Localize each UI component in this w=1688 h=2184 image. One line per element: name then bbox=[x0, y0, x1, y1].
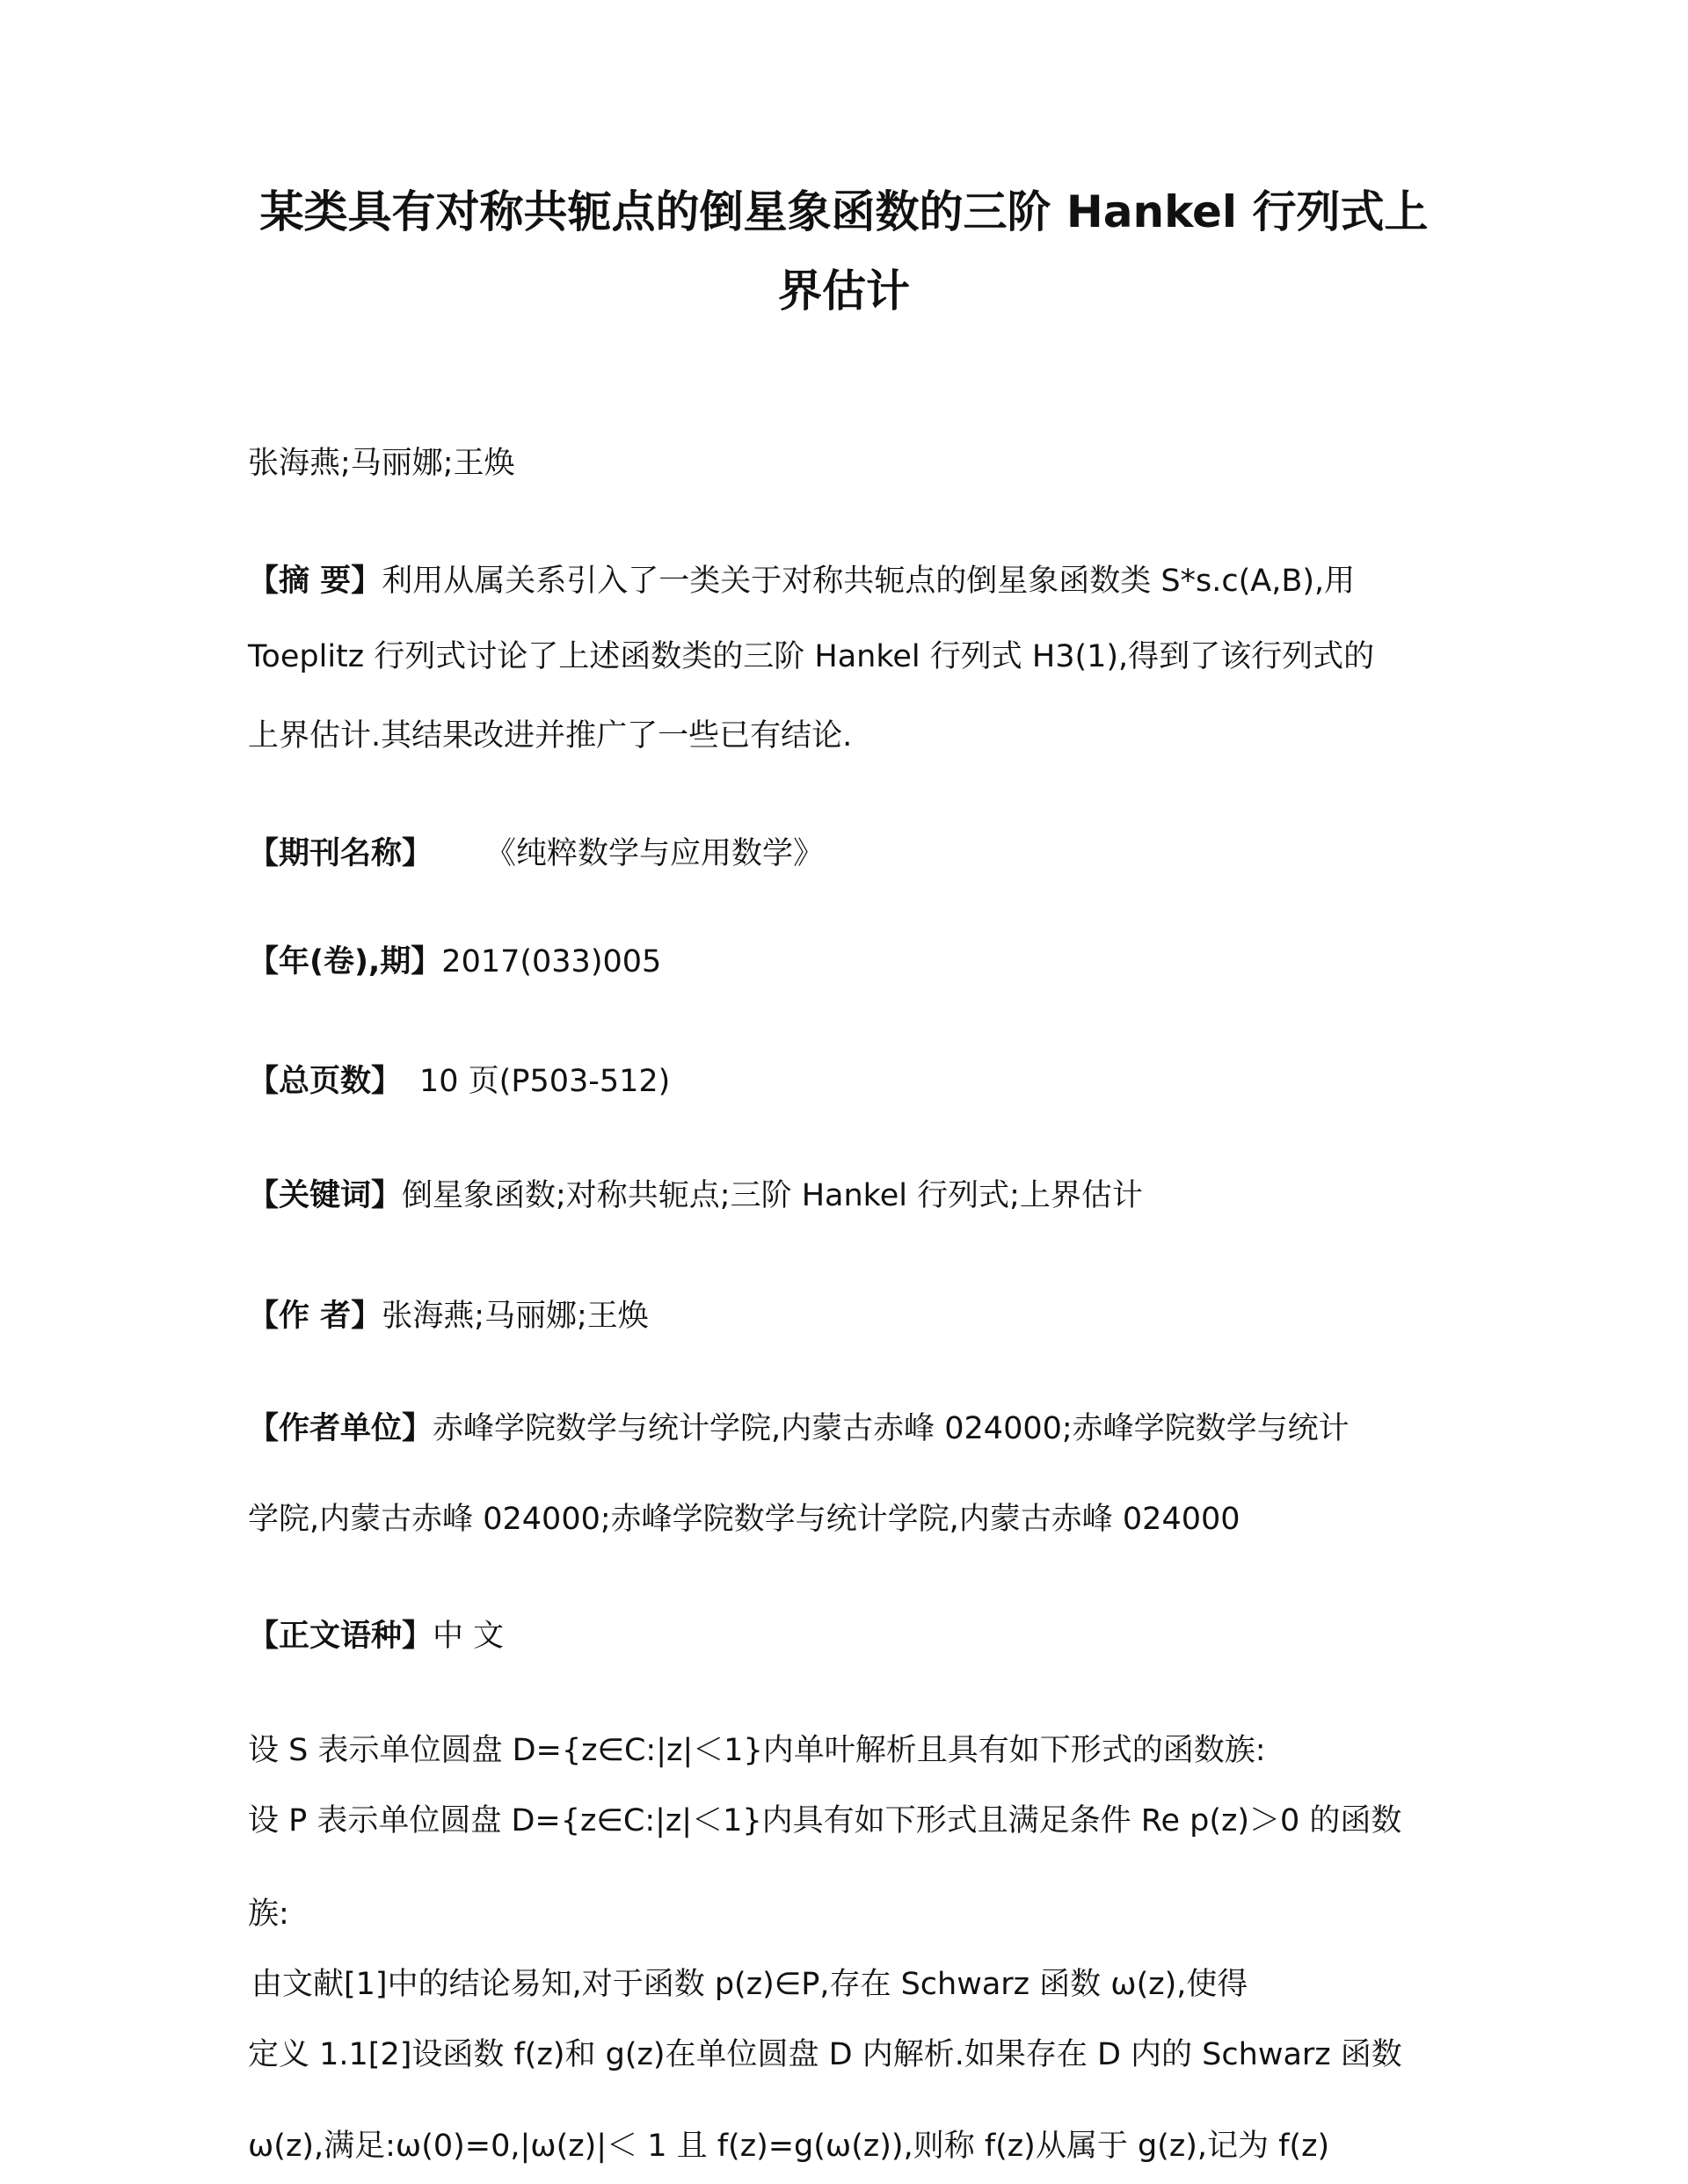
body-line-3: 族: bbox=[248, 1896, 289, 1932]
body-line-2: 设 P 表示单位圆盘 D={z∈C:|z|＜1}内具有如下形式且满足条件 Re p(z)＞0 的函数 bbox=[248, 1803, 1402, 1838]
total-pages-value: 10 页(P503-512) bbox=[419, 1064, 671, 1099]
keywords-value: 倒星象函数;对称共轭点;三阶 Hankel 行列式;上界估计 bbox=[402, 1178, 1143, 1213]
abstract-line-2: Toeplitz 行列式讨论了上述函数类的三阶 Hankel 行列式 H3(1),得到了该行列式的 bbox=[248, 639, 1375, 674]
journal-line bbox=[248, 832, 1479, 876]
keywords-line bbox=[248, 1174, 1479, 1218]
author-line bbox=[248, 1294, 1479, 1338]
total-pages-line bbox=[248, 1059, 1479, 1103]
affiliation-line-1 bbox=[248, 1407, 1479, 1451]
journal-label: 【期刊名称】 bbox=[248, 836, 433, 871]
abstract-text-1: 利用从属关系引入了一类关于对称共轭点的倒星象函数类 S*s.c(A,B),用 bbox=[382, 564, 1356, 599]
year-volume-issue-line bbox=[248, 940, 1479, 984]
body-line-6: ω(z),满足:ω(0)=0,|ω(z)|＜ 1 且 f(z)=g(ω(z)),则称 f(z)从属于 g(z),记为 f(z) bbox=[248, 2129, 1330, 2164]
year-volume-issue-value: 2017(033)005 bbox=[441, 944, 662, 979]
authors-line: 张海燕;马丽娜;王焕 bbox=[248, 446, 515, 481]
body-line-5: 定义 1.1[2]设函数 f(z)和 g(z)在单位圆盘 D 内解析.如果存在 D 内的 Schwarz 函数 bbox=[248, 2037, 1402, 2072]
abstract-line-1 bbox=[248, 559, 1479, 603]
abstract-label: 【摘 要】 bbox=[248, 564, 382, 599]
keywords-label: 【关键词】 bbox=[248, 1178, 403, 1213]
title-line-2: 界估计 bbox=[778, 266, 910, 317]
journal-value: 《纯粹数学与应用数学》 bbox=[485, 836, 825, 871]
author-value: 张海燕;马丽娜;王焕 bbox=[382, 1299, 649, 1334]
year-volume-issue-label: 【年(卷),期】 bbox=[248, 944, 442, 979]
title-line-1: 某类具有对称共轭点的倒星象函数的三阶 Hankel 行列式上 bbox=[259, 186, 1429, 237]
language-line bbox=[248, 1614, 1479, 1658]
abstract-line-3: 上界估计.其结果改进并推广了一些已有结论. bbox=[248, 718, 853, 753]
language-label: 【正文语种】 bbox=[248, 1619, 433, 1654]
affiliation-text-1: 赤峰学院数学与统计学院,内蒙古赤峰 024000;赤峰学院数学与统计 bbox=[433, 1411, 1350, 1446]
document-title bbox=[220, 172, 1468, 331]
author-label: 【作 者】 bbox=[248, 1299, 382, 1334]
affiliation-label: 【作者单位】 bbox=[248, 1411, 433, 1446]
total-pages-label: 【总页数】 bbox=[248, 1064, 403, 1099]
language-value: 中 文 bbox=[433, 1619, 505, 1654]
body-line-1: 设 S 表示单位圆盘 D={z∈C:|z|＜1}内单叶解析且具有如下形式的函数族: bbox=[248, 1733, 1266, 1768]
affiliation-line-2: 学院,内蒙古赤峰 024000;赤峰学院数学与统计学院,内蒙古赤峰 024000 bbox=[248, 1502, 1241, 1537]
body-line-4: 由文献[1]中的结论易知,对于函数 p(z)∈P,存在 Schwarz 函数 ω(z),使得 bbox=[251, 1967, 1248, 2002]
